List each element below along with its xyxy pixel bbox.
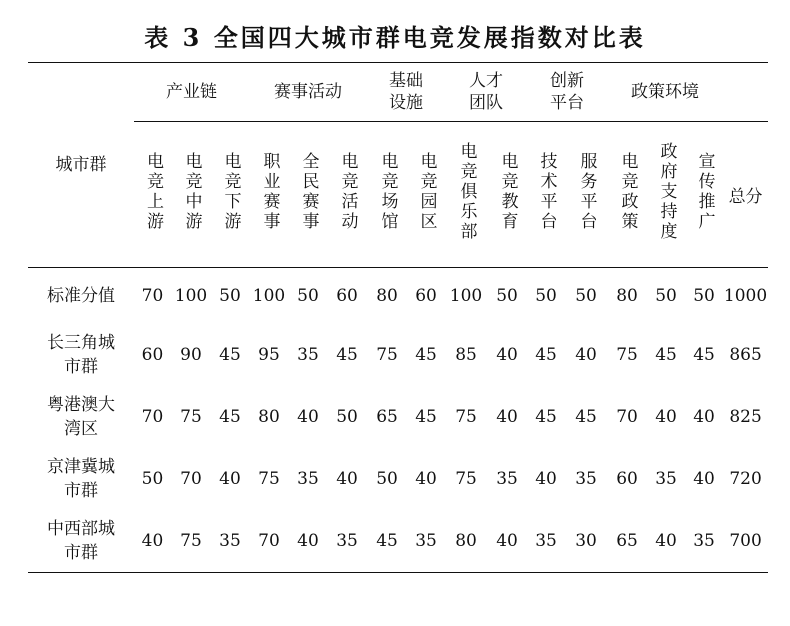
score-cell: 35 bbox=[655, 469, 677, 489]
score-cell: 30 bbox=[565, 510, 607, 573]
score-cell: 50 bbox=[655, 286, 677, 306]
score-cell: 40 bbox=[496, 345, 518, 365]
score-cell: 35 bbox=[327, 510, 367, 573]
category-header-row bbox=[28, 63, 768, 122]
score-cell: 60 bbox=[415, 286, 437, 306]
score-cell: 80 bbox=[445, 510, 487, 573]
column-header-label: 政府支持度 bbox=[656, 142, 677, 242]
score-cell: 50 bbox=[693, 286, 715, 306]
table-row bbox=[28, 448, 768, 510]
category-header: 人才 团队 bbox=[445, 63, 527, 122]
score-cell: 40 bbox=[487, 510, 527, 573]
score-cell: 70 bbox=[180, 469, 202, 489]
score-cell: 45 bbox=[575, 407, 597, 427]
score-cell: 45 bbox=[367, 510, 407, 573]
column-header bbox=[445, 122, 487, 268]
row-header: 京津冀城 市群 bbox=[47, 457, 115, 501]
row-header: 标准分值 bbox=[47, 286, 115, 306]
score-cell: 50 bbox=[575, 286, 597, 306]
column-header-label: 电竞场馆 bbox=[377, 152, 398, 232]
score-cell: 40 bbox=[297, 407, 319, 427]
score-cell: 75 bbox=[171, 510, 211, 573]
score-cell: 35 bbox=[527, 510, 565, 573]
score-cell: 60 bbox=[616, 469, 638, 489]
score-cell: 40 bbox=[336, 469, 358, 489]
score-cell: 40 bbox=[535, 469, 557, 489]
score-cell: 90 bbox=[180, 345, 202, 365]
score-cell: 80 bbox=[616, 286, 638, 306]
column-header bbox=[171, 122, 211, 268]
total-cell: 865 bbox=[729, 345, 762, 365]
category-header: 基础 设施 bbox=[367, 63, 445, 122]
score-cell: 80 bbox=[376, 286, 398, 306]
category-header-empty bbox=[723, 63, 768, 122]
category-header: 赛事活动 bbox=[249, 63, 367, 122]
score-cell: 45 bbox=[693, 345, 715, 365]
column-header bbox=[647, 122, 685, 268]
table-row bbox=[28, 268, 768, 325]
score-cell: 45 bbox=[336, 345, 358, 365]
column-header-label: 服务平台 bbox=[576, 152, 597, 232]
score-cell: 50 bbox=[219, 286, 241, 306]
score-cell: 75 bbox=[376, 345, 398, 365]
column-header-label: 宣传推广 bbox=[694, 152, 715, 232]
corner-label: 城市群 bbox=[55, 155, 107, 175]
score-cell: 45 bbox=[655, 345, 677, 365]
column-header bbox=[607, 122, 647, 268]
score-cell: 40 bbox=[647, 510, 685, 573]
column-header-label: 职业赛事 bbox=[259, 152, 280, 232]
score-cell: 35 bbox=[211, 510, 249, 573]
column-header bbox=[134, 122, 171, 268]
total-cell: 825 bbox=[729, 407, 762, 427]
score-cell: 50 bbox=[376, 469, 398, 489]
column-header-label: 技术平台 bbox=[536, 152, 557, 232]
score-cell: 50 bbox=[496, 286, 518, 306]
score-cell: 35 bbox=[297, 345, 319, 365]
score-cell: 100 bbox=[252, 286, 286, 306]
score-cell: 75 bbox=[455, 469, 477, 489]
column-header bbox=[407, 122, 445, 268]
category-header: 产业链 bbox=[134, 63, 249, 122]
score-cell: 35 bbox=[575, 469, 597, 489]
score-cell: 40 bbox=[575, 345, 597, 365]
score-cell: 50 bbox=[141, 469, 164, 489]
column-header bbox=[685, 122, 723, 268]
table-row bbox=[28, 510, 768, 573]
score-cell: 45 bbox=[219, 407, 241, 427]
score-cell: 35 bbox=[685, 510, 723, 573]
score-cell: 80 bbox=[258, 407, 280, 427]
score-cell: 75 bbox=[455, 407, 477, 427]
score-cell: 40 bbox=[693, 407, 715, 427]
table-title: 表 3 全国四大城市群电竞发展指数对比表 bbox=[144, 23, 646, 52]
score-cell: 75 bbox=[258, 469, 280, 489]
column-header-label: 电竞上游 bbox=[143, 152, 163, 232]
score-cell: 35 bbox=[297, 469, 319, 489]
column-header-label: 电竞教育 bbox=[497, 152, 518, 232]
score-cell: 50 bbox=[535, 286, 557, 306]
column-header bbox=[289, 122, 327, 268]
column-header-label: 电竞俱乐部 bbox=[456, 142, 477, 242]
score-cell: 35 bbox=[496, 469, 518, 489]
column-header bbox=[527, 122, 565, 268]
score-cell: 85 bbox=[455, 345, 477, 365]
category-header: 政策环境 bbox=[607, 63, 723, 122]
score-cell: 40 bbox=[496, 407, 518, 427]
score-cell: 40 bbox=[289, 510, 327, 573]
column-header bbox=[367, 122, 407, 268]
category-header: 创新 平台 bbox=[527, 63, 607, 122]
score-cell: 70 bbox=[141, 286, 164, 306]
column-header bbox=[565, 122, 607, 268]
total-cell: 700 bbox=[723, 510, 768, 573]
score-cell: 70 bbox=[141, 407, 164, 427]
column-header bbox=[487, 122, 527, 268]
column-header bbox=[327, 122, 367, 268]
score-cell: 70 bbox=[249, 510, 289, 573]
score-cell: 45 bbox=[535, 345, 557, 365]
score-cell: 70 bbox=[616, 407, 638, 427]
score-cell: 35 bbox=[407, 510, 445, 573]
score-cell: 50 bbox=[336, 407, 358, 427]
score-cell: 65 bbox=[376, 407, 398, 427]
column-header-label: 电竞中游 bbox=[181, 152, 202, 232]
score-cell: 45 bbox=[415, 345, 437, 365]
table-row bbox=[28, 324, 768, 386]
column-header-label: 电竞下游 bbox=[220, 152, 241, 232]
score-cell: 75 bbox=[180, 407, 202, 427]
total-cell: 1000 bbox=[723, 286, 768, 306]
table-row bbox=[28, 386, 768, 448]
score-cell: 75 bbox=[616, 345, 638, 365]
score-cell: 45 bbox=[415, 407, 437, 427]
score-cell: 40 bbox=[219, 469, 241, 489]
score-cell: 40 bbox=[415, 469, 437, 489]
score-cell: 50 bbox=[297, 286, 319, 306]
score-cell: 100 bbox=[449, 286, 483, 306]
total-cell: 720 bbox=[729, 469, 762, 489]
column-header-label: 电竞园区 bbox=[416, 152, 437, 232]
row-header: 长三角城 市群 bbox=[47, 333, 115, 377]
subheader-row bbox=[28, 122, 768, 268]
score-cell: 45 bbox=[535, 407, 557, 427]
row-header: 中西部城 市群 bbox=[28, 510, 134, 573]
column-header-label: 电竞活动 bbox=[337, 152, 358, 232]
column-header-label: 电竞政策 bbox=[617, 152, 638, 232]
score-cell: 60 bbox=[141, 345, 164, 365]
index-table bbox=[28, 62, 768, 573]
score-cell: 60 bbox=[336, 286, 358, 306]
column-header bbox=[211, 122, 249, 268]
score-cell: 95 bbox=[258, 345, 280, 365]
total-column-header: 总分 bbox=[723, 122, 768, 268]
score-cell: 100 bbox=[174, 286, 208, 306]
score-cell: 45 bbox=[219, 345, 241, 365]
score-cell: 40 bbox=[693, 469, 715, 489]
score-cell: 40 bbox=[655, 407, 677, 427]
row-header: 粤港澳大 湾区 bbox=[47, 395, 115, 439]
table-body bbox=[28, 268, 768, 573]
score-cell: 40 bbox=[134, 510, 171, 573]
column-header bbox=[249, 122, 289, 268]
column-header-label: 全民赛事 bbox=[298, 152, 319, 232]
score-cell: 65 bbox=[607, 510, 647, 573]
corner-header bbox=[28, 63, 134, 268]
